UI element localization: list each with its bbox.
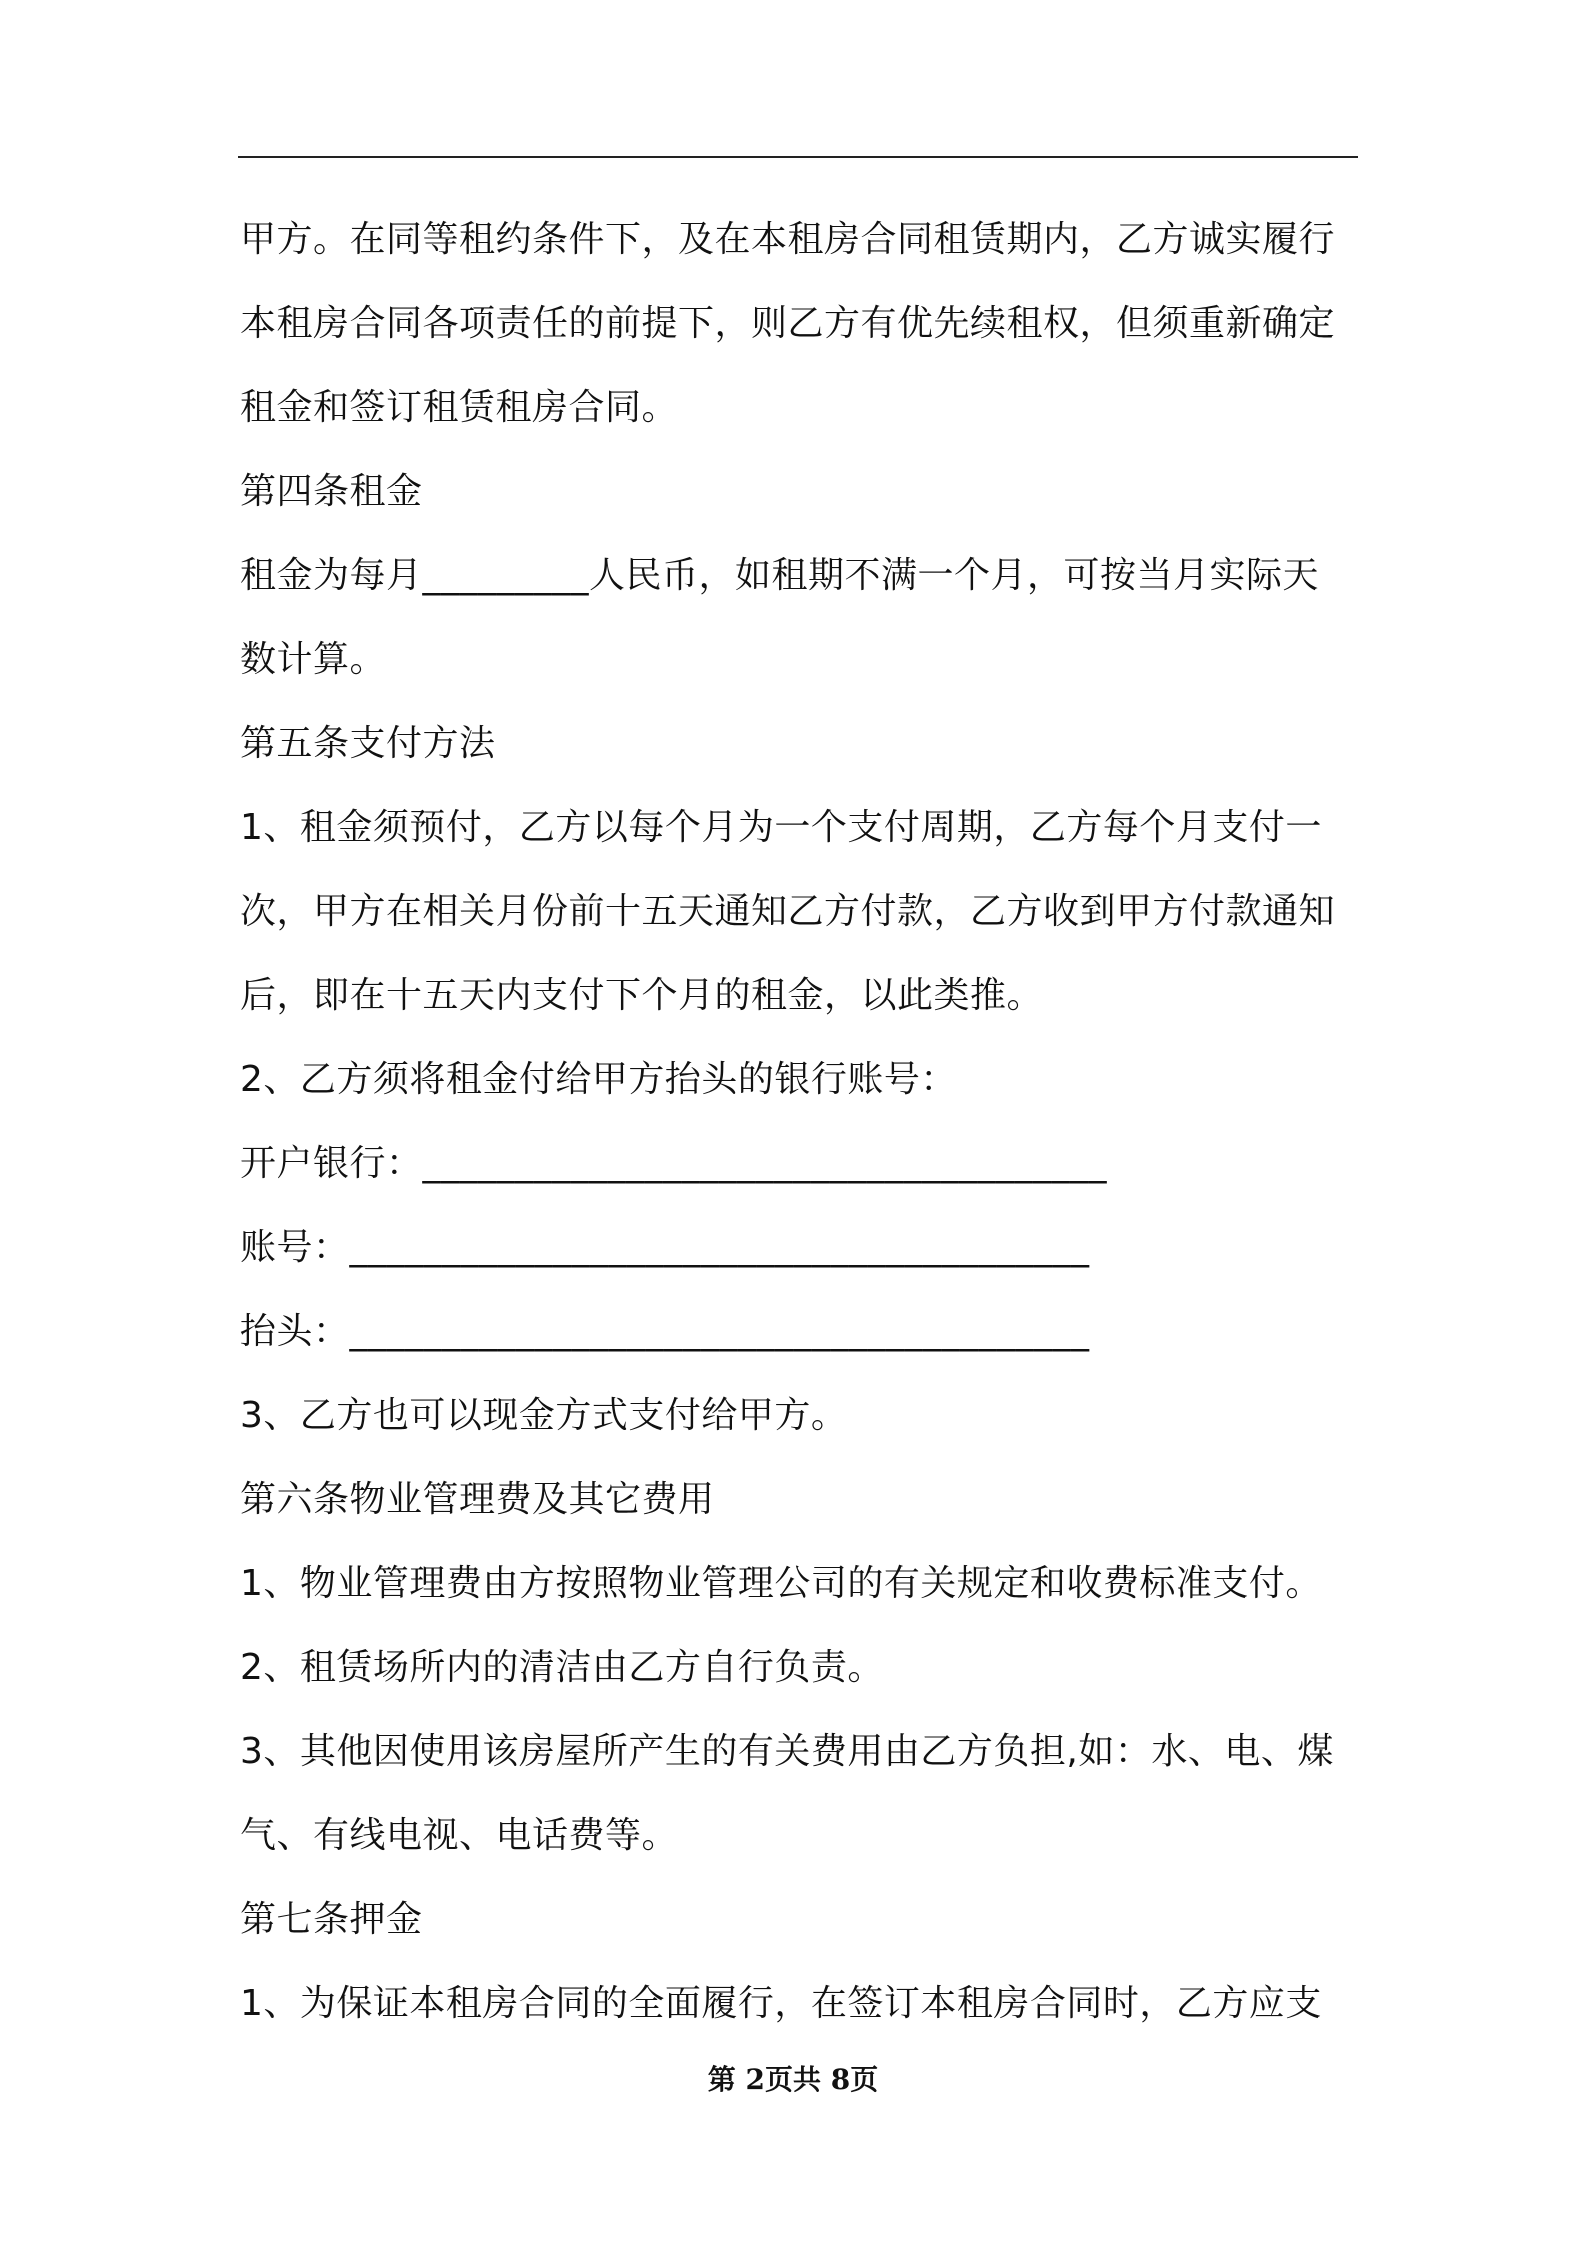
- bank-name-field: 开户银行：_____________________________________: [240, 1143, 1108, 1184]
- paragraph-line: 1、租金须预付，乙方以每个月为一个支付周期，乙方每个月支付一: [240, 807, 1322, 848]
- paragraph-line: 数计算。: [240, 639, 387, 680]
- section-heading-rent: 第四条租金: [240, 471, 423, 512]
- paragraph-line: 3、其他因使用该房屋所产生的有关费用由乙方负担,如：水、电、煤: [240, 1731, 1334, 1772]
- paragraph-line: 次，甲方在相关月份前十五天通知乙方付款，乙方收到甲方付款通知: [240, 891, 1336, 932]
- account-holder-field: 抬头：________________________________________: [240, 1311, 1090, 1352]
- paragraph-line: 甲方。在同等租约条件下，及在本租房合同租赁期内，乙方诚实履行: [240, 219, 1336, 260]
- paragraph-line: 后，即在十五天内支付下个月的租金，以此类推。: [240, 975, 1044, 1016]
- paragraph-line: 2、租赁场所内的清洁由乙方自行负责。: [240, 1647, 884, 1688]
- section-heading-payment: 第五条支付方法: [240, 723, 496, 764]
- paragraph-line: 租金和签订租赁租房合同。: [240, 387, 679, 428]
- paragraph-line: 气、有线电视、电话费等。: [240, 1815, 679, 1856]
- header-divider: [238, 156, 1358, 158]
- paragraph-line: 1、为保证本租房合同的全面履行，在签订本租房合同时，乙方应支: [240, 1983, 1322, 2024]
- paragraph-line: 2、乙方须将租金付给甲方抬头的银行账号：: [240, 1059, 957, 1100]
- document-body: [240, 198, 1360, 2046]
- page-number: 第 2页共 8页: [707, 2063, 879, 2096]
- paragraph-line: 本租房合同各项责任的前提下，则乙方有优先续租权，但须重新确定: [240, 303, 1336, 344]
- section-heading-fees: 第六条物业管理费及其它费用: [240, 1479, 715, 1520]
- section-heading-deposit: 第七条押金: [240, 1899, 423, 1940]
- paragraph-line: 租金为每月_________人民币，如租期不满一个月，可按当月实际天: [240, 555, 1320, 596]
- paragraph-line: 3、乙方也可以现金方式支付给甲方。: [240, 1395, 848, 1436]
- account-number-field: 账号：________________________________________: [240, 1227, 1090, 1268]
- paragraph-line: 1、物业管理费由方按照物业管理公司的有关规定和收费标准支付。: [240, 1563, 1322, 1604]
